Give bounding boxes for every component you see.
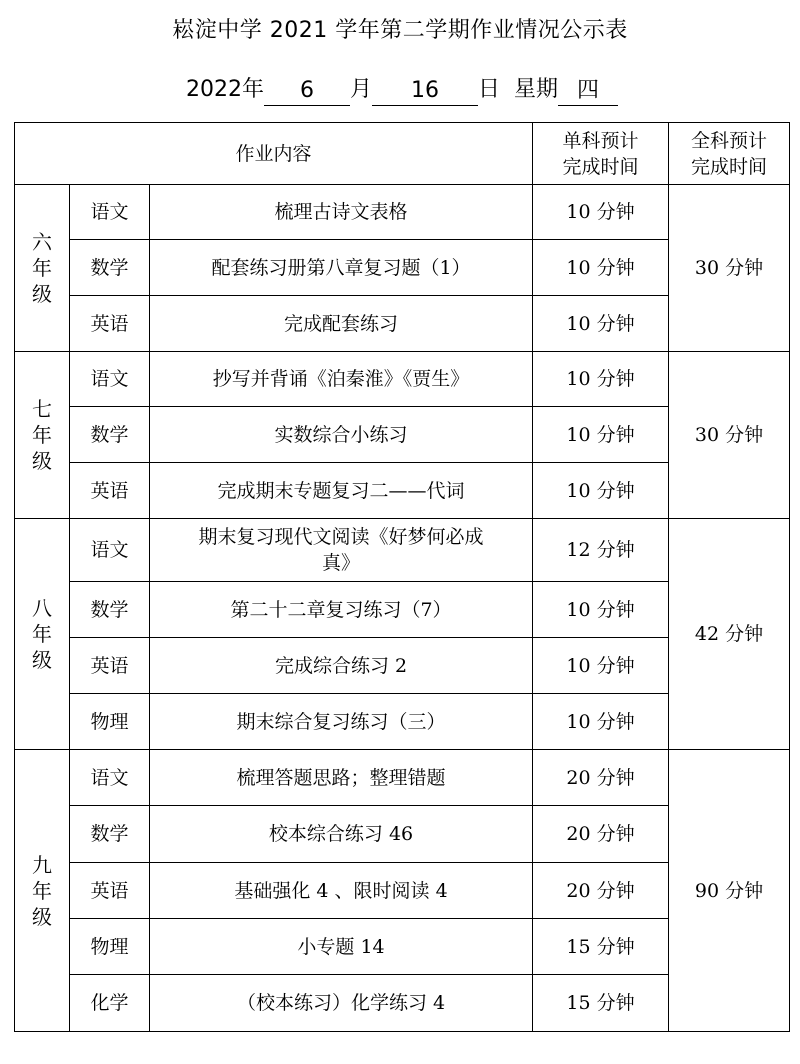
task-cell: （校本练习）化学练习 4 [150,975,533,1032]
task-cell: 完成综合练习 2 [150,638,533,694]
task-cell: 第二十二章复习练习（7） [150,582,533,638]
date-year: 2022 [186,77,242,102]
grade-char: 年 [32,622,52,646]
task-cell: 基础强化 4 、限时阅读 4 [150,863,533,919]
time-cell: 12 分钟 [533,519,669,582]
subject-cell: 物理 [70,694,150,750]
task-cell [150,519,533,582]
time-cell: 20 分钟 [533,863,669,919]
date-month: 6 [264,78,350,106]
date-weekday: 四 [558,78,618,106]
subject-cell: 数学 [70,806,150,863]
task-cell: 梳理答题思路；整理错题 [150,750,533,806]
total-time-cell: 42 分钟 [669,519,790,750]
grade-label-8 [15,519,70,750]
header-single-time [533,123,669,185]
date-day: 16 [372,78,478,106]
subject-cell: 化学 [70,975,150,1032]
time-cell: 10 分钟 [533,352,669,407]
grade-char: 级 [32,449,52,473]
task-cell: 梳理古诗文表格 [150,185,533,240]
date-month-label: 月 [350,77,373,102]
homework-table [14,122,790,1032]
table-row [15,750,790,806]
task-cell: 校本综合练习 46 [150,806,533,863]
time-cell: 10 分钟 [533,240,669,296]
task-line: 真》 [322,552,361,574]
grade-label-6 [15,185,70,352]
header-total-time-line1: 全科预计 [691,129,768,152]
grade-char: 级 [32,282,52,306]
header-total-time [669,123,790,185]
time-cell: 10 分钟 [533,582,669,638]
time-cell: 10 分钟 [533,407,669,463]
subject-cell: 语文 [70,750,150,806]
task-cell: 期末综合复习练习（三） [150,694,533,750]
subject-cell: 英语 [70,296,150,352]
date-day-label: 日 [478,77,501,102]
page-title: 崧淀中学 2021 学年第二学期作业情况公示表 [172,18,628,43]
table-row [15,352,790,407]
grade-char: 八 [32,596,52,620]
task-cell: 实数综合小练习 [150,407,533,463]
date-year-label: 年 [242,77,265,102]
table-header-row [15,123,790,185]
grade-label-7 [15,352,70,519]
date-line [186,74,618,106]
grade-char: 级 [32,904,52,929]
grade-label-9 [15,750,70,1032]
table-row [15,519,790,582]
task-cell: 抄写并背诵《泊秦淮》《贾生》 [150,352,533,407]
grade-char: 级 [32,648,52,672]
grade-char: 年 [32,878,52,903]
task-line: 期末复习现代文阅读《好梦何必成 [198,526,484,548]
time-cell: 10 分钟 [533,185,669,240]
subject-cell: 英语 [70,463,150,519]
time-cell: 10 分钟 [533,296,669,352]
grade-char: 九 [32,852,52,877]
subject-cell: 物理 [70,919,150,975]
task-cell: 配套练习册第八章复习题（1） [150,240,533,296]
subject-cell: 英语 [70,863,150,919]
task-cell: 完成配套练习 [150,296,533,352]
subject-cell: 数学 [70,582,150,638]
grade-char: 六 [32,230,52,254]
table-row [15,185,790,240]
subject-cell: 英语 [70,638,150,694]
time-cell: 15 分钟 [533,919,669,975]
subject-cell: 数学 [70,240,150,296]
header-single-time-line2: 完成时间 [562,155,639,178]
subject-cell: 语文 [70,185,150,240]
grade-char: 七 [32,397,52,421]
time-cell: 15 分钟 [533,975,669,1032]
date-weekday-label: 星期 [514,77,559,102]
header-content: 作业内容 [15,123,533,185]
time-cell: 10 分钟 [533,463,669,519]
total-time-cell: 90 分钟 [669,750,790,1032]
grade-char: 年 [32,423,52,447]
time-cell: 10 分钟 [533,638,669,694]
subject-cell: 语文 [70,352,150,407]
time-cell: 20 分钟 [533,806,669,863]
task-cell: 完成期末专题复习二——代词 [150,463,533,519]
task-cell: 小专题 14 [150,919,533,975]
total-time-cell: 30 分钟 [669,352,790,519]
header-single-time-line1: 单科预计 [562,129,639,152]
total-time-cell: 30 分钟 [669,185,790,352]
subject-cell: 语文 [70,519,150,582]
subject-cell: 数学 [70,407,150,463]
time-cell: 20 分钟 [533,750,669,806]
time-cell: 10 分钟 [533,694,669,750]
grade-char: 年 [32,256,52,280]
header-total-time-line2: 完成时间 [691,155,768,178]
